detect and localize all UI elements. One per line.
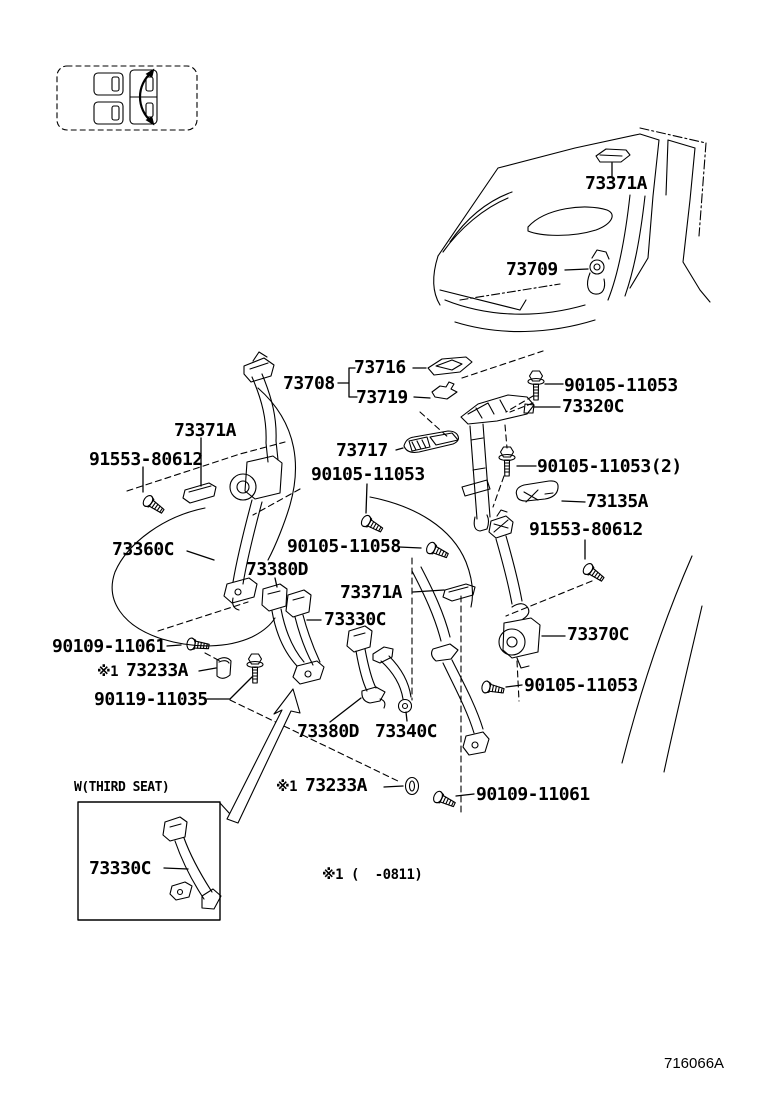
part-label-90105-11053-mid: 90105-11053 — [311, 464, 425, 485]
part-label-73330c-mid: 73330C — [324, 609, 387, 630]
part-label-73320c: 73320C — [562, 396, 625, 417]
part-label-73717: 73717 — [336, 440, 388, 461]
figure-code: 716066A — [664, 1055, 725, 1072]
part-label-90119-11035: 90119-11035 — [94, 689, 208, 710]
buckles-73380d-73330c — [262, 584, 324, 684]
part-label-91553-80612-right: 91553-80612 — [529, 519, 643, 540]
part-label-91553-80612-left: 91553-80612 — [89, 449, 203, 470]
part-label-73371a-top: 73371A — [585, 173, 648, 194]
applicability-note: ※1 ( -0811) — [322, 867, 423, 883]
part-label-90109-11061-left: 90109-11061 — [52, 636, 166, 657]
part-label-73360c: 73360C — [112, 539, 175, 560]
note-marker: ※1 — [276, 779, 305, 795]
part-label-90105-11058: 90105-11058 — [287, 536, 401, 557]
part-label-73233a-left: ※1 73233A — [97, 660, 188, 681]
callout-arrow — [227, 689, 300, 823]
part-label-73340c: 73340C — [375, 721, 438, 742]
part-label-73135a: 73135A — [586, 491, 649, 512]
part-label-73708: 73708 — [283, 373, 335, 394]
part-label-73719: 73719 — [356, 387, 408, 408]
note-marker: ※1 — [97, 664, 126, 680]
part-label-90105-11053-top: 90105-11053 — [564, 375, 678, 396]
part-label-90105-11053-br: 90105-11053 — [524, 675, 638, 696]
part-label-73330c-inset: 73330C — [89, 858, 152, 879]
part-label-73380d-top: 73380D — [246, 559, 309, 580]
quarter-trim-panel — [434, 128, 710, 332]
part-label-73380d-bottom: 73380D — [297, 721, 360, 742]
car-top-view-inset — [57, 66, 197, 130]
part-label-73371a-mid: 73371A — [340, 582, 403, 603]
part-label-73371a-left: 73371A — [174, 420, 237, 441]
part-label-90109-11061-bottom: 90109-11061 — [476, 784, 590, 805]
belt-clips — [404, 357, 472, 452]
part-label-73370c: 73370C — [567, 624, 630, 645]
part-label-90105-11053-2: 90105-11053(2) — [537, 456, 682, 477]
buckles-73380d-73340c — [347, 626, 412, 713]
part-label-73709: 73709 — [506, 259, 558, 280]
inset-caption: W(THIRD SEAT) — [74, 780, 170, 795]
part-label-73233a-bottom: ※1 73233A — [276, 775, 367, 796]
part-label-73716: 73716 — [354, 357, 406, 378]
